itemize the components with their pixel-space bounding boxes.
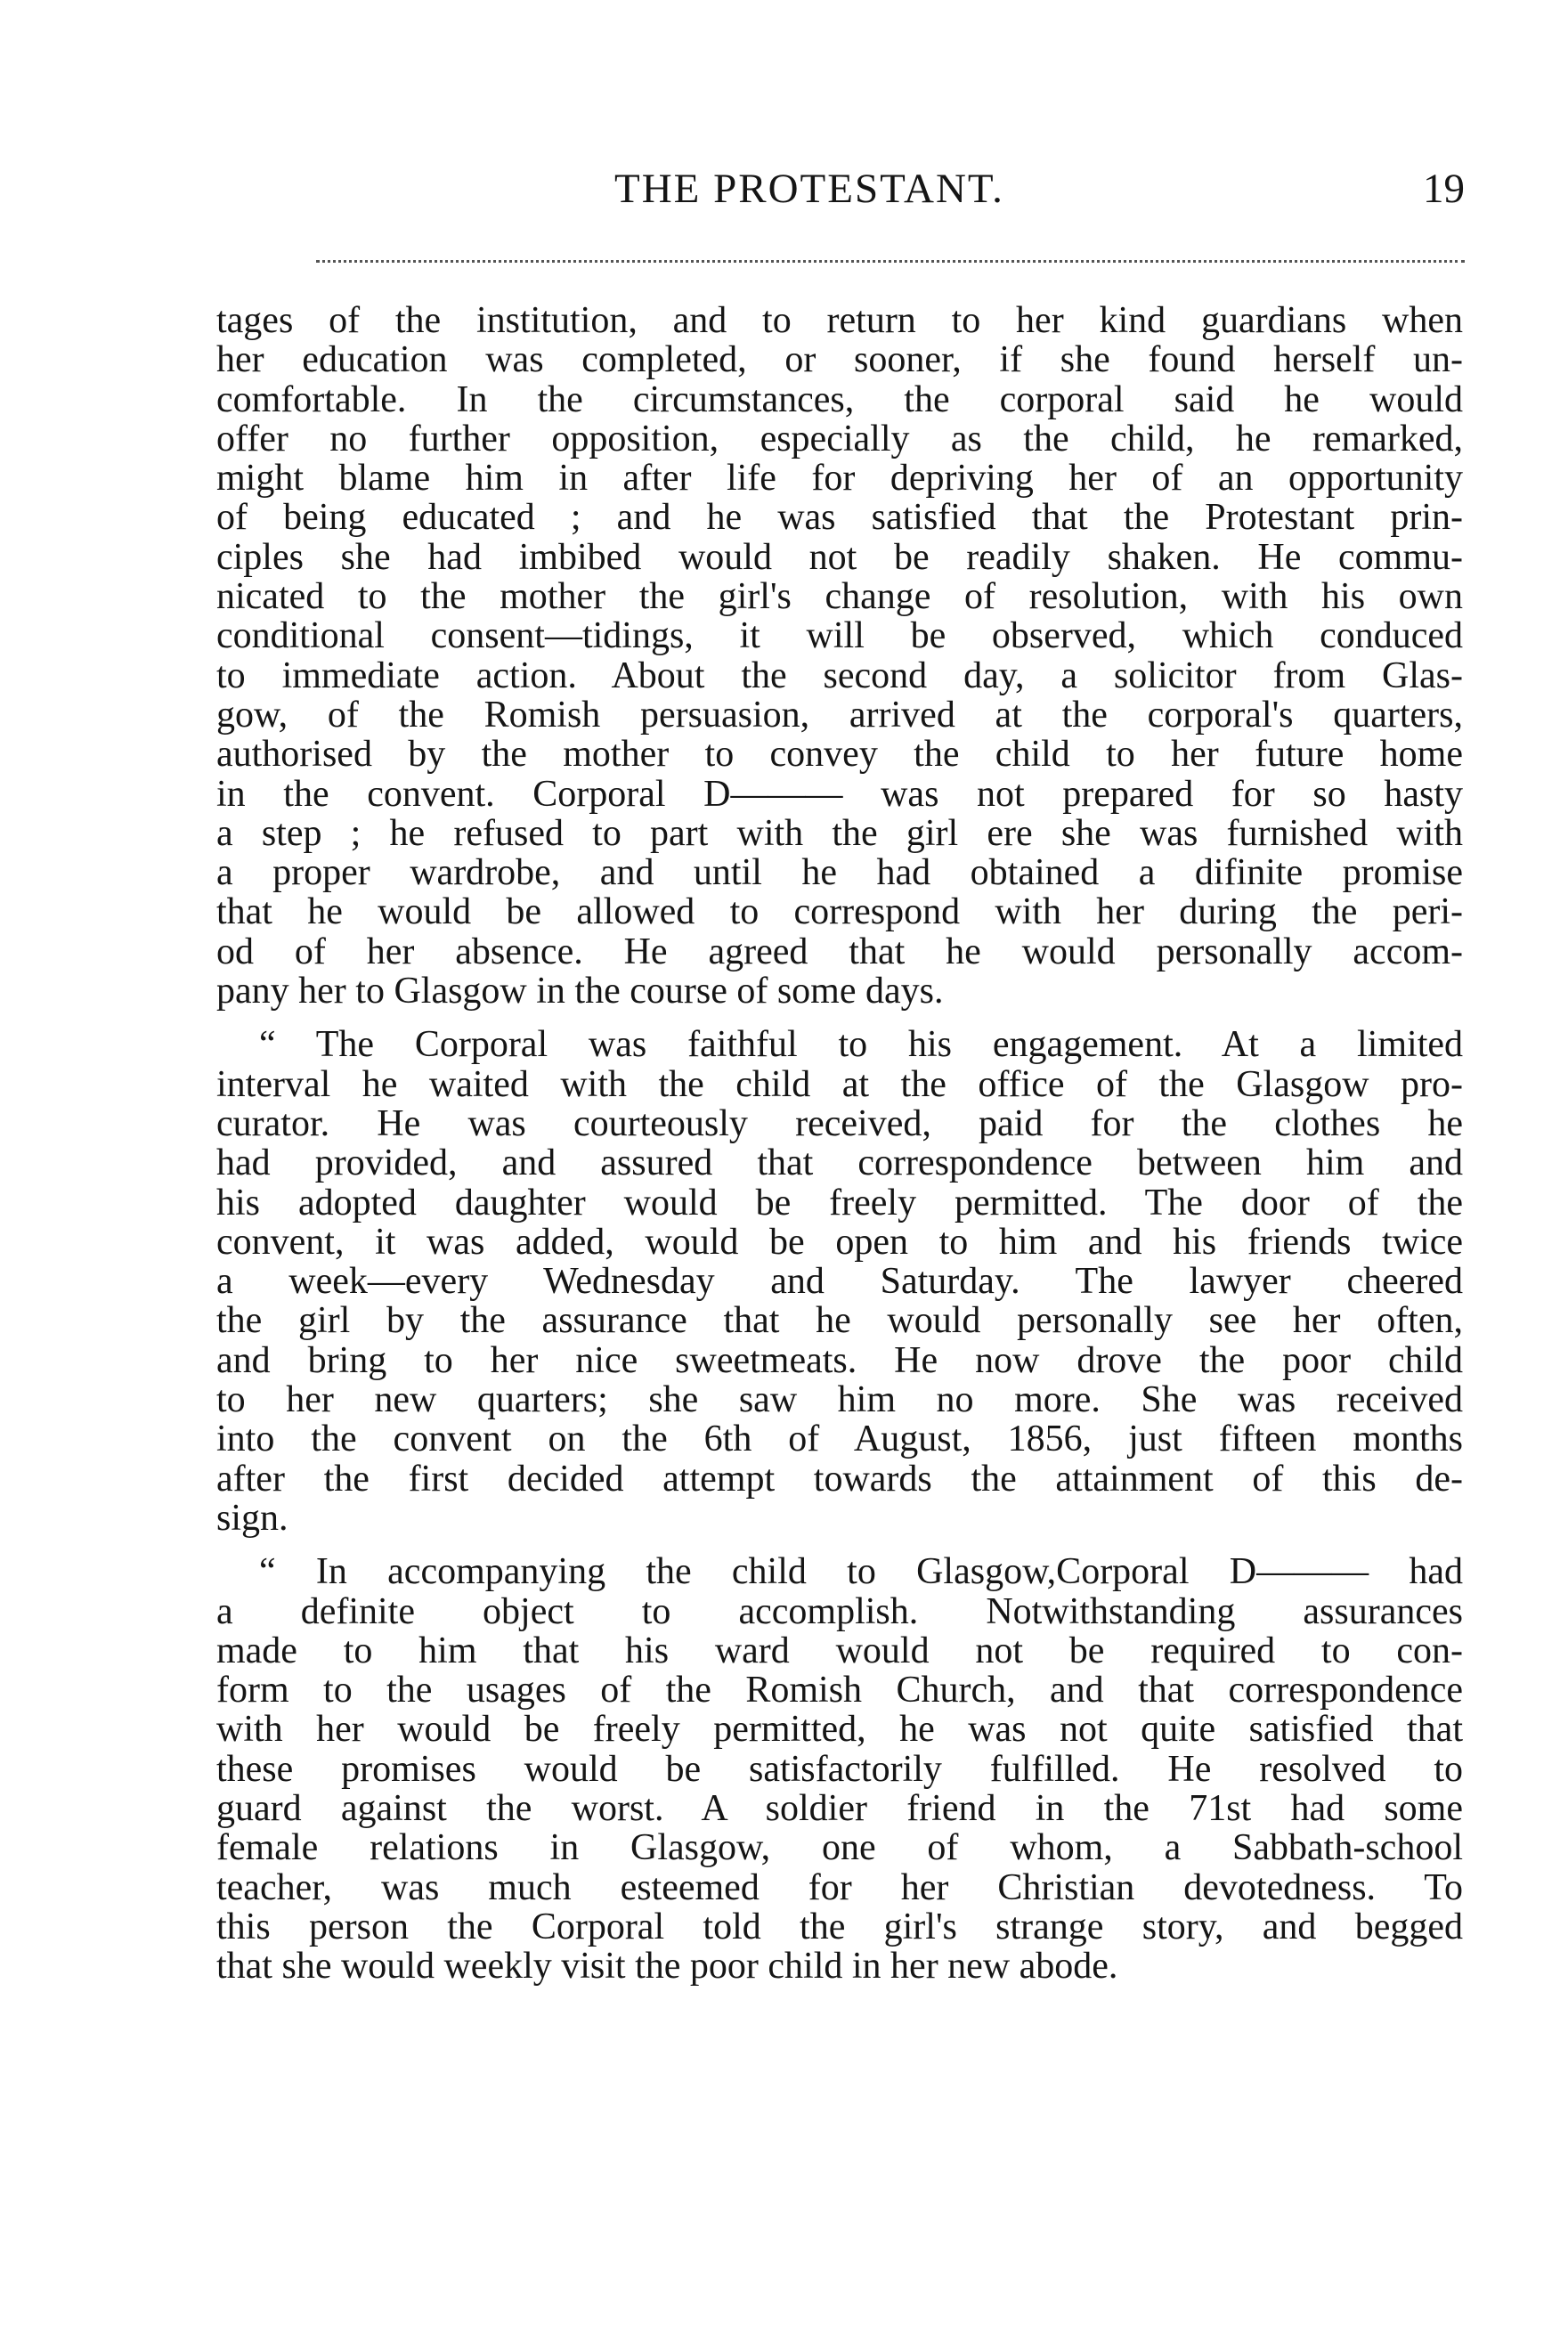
- paragraph: [216, 1552, 1463, 1986]
- text-line: a week—every Wednesday and Saturday. The lawyer cheered: [216, 1261, 1463, 1303]
- text-line: and bring to her nice sweetmeats. He now drove the poor child: [216, 1339, 1463, 1381]
- text-line: interval he waited with the child at the office of the Glasgow pro-: [216, 1063, 1463, 1105]
- text-line: comfortable. In the circumstances, the corporal said he would: [216, 378, 1463, 420]
- text-line: his adopted daughter would be freely permitted. The door of the: [216, 1182, 1463, 1223]
- paragraph: [216, 301, 1463, 1011]
- text-line: gow, of the Romish persuasion, arrived at the corporal's quarters,: [216, 694, 1463, 736]
- text-line: offer no further opposition, especially as the child, he remarked,: [216, 418, 1463, 459]
- text-line: of being educated ; and he was satisfied that the Protestant prin-: [216, 497, 1463, 539]
- text-line: curator. He was courteously received, paid for the clothes he: [216, 1102, 1463, 1144]
- text-line: this person the Corporal told the girl's strange story, and begged: [216, 1906, 1463, 1947]
- body-text: [216, 301, 1463, 1986]
- running-title: THE PROTESTANT.: [614, 166, 1004, 212]
- text-line: guard against the worst. A soldier friend in the 71st had some: [216, 1787, 1463, 1829]
- text-line: nicated to the mother the girl's change of resolution, with his own: [216, 576, 1463, 618]
- text-line: a proper wardrobe, and until he had obtained a difinite promise: [216, 852, 1463, 894]
- text-line: to immediate action. About the second day, a solicitor from Glas-: [216, 654, 1463, 696]
- page-number: 19: [1423, 166, 1465, 212]
- text-line: a definite object to accomplish. Notwithstanding assurances: [216, 1590, 1463, 1632]
- text-line: pany her to Glasgow in the course of some days.: [216, 971, 944, 1012]
- text-line: tages of the institution, and to return to her kind guardians when: [216, 300, 1463, 341]
- text-line: made to him that his ward would not be required to con-: [216, 1630, 1463, 1671]
- text-line: teacher, was much esteemed for her Christian devotedness. To: [216, 1866, 1463, 1908]
- text-line: conditional consent—tidings, it will be observed, which conduced: [216, 615, 1463, 657]
- text-line: ciples she had imbibed would not be readily shaken. He commu-: [216, 536, 1463, 578]
- text-line: od of her absence. He agreed that he would personally accom-: [216, 931, 1463, 972]
- text-line: into the convent on the 6th of August, 1856, just fifteen months: [216, 1419, 1463, 1460]
- paragraph: [216, 1025, 1463, 1538]
- text-line: form to the usages of the Romish Church, and that correspondence: [216, 1670, 1463, 1711]
- text-line: “ In accompanying the child to Glasgow,Corporal D——— had: [259, 1551, 1463, 1593]
- text-line: these promises would be satisfactorily fulfilled. He resolved to: [216, 1748, 1463, 1790]
- paragraph-gap: [216, 1538, 1463, 1552]
- text-line: with her would be freely permitted, he was not quite satisfied that: [216, 1709, 1463, 1751]
- text-line: in the convent. Corporal D——— was not prepared for so hasty: [216, 773, 1463, 815]
- text-line: female relations in Glasgow, one of whom, a Sabbath-school: [216, 1827, 1463, 1869]
- text-line: had provided, and assured that correspondence between him and: [216, 1142, 1463, 1184]
- text-line: authorised by the mother to convey the child to her future home: [216, 734, 1463, 776]
- text-line: the girl by the assurance that he would personally see her often,: [216, 1300, 1463, 1342]
- text-line: a step ; he refused to part with the girl ere she was furnished with: [216, 812, 1463, 854]
- text-line: to her new quarters; she saw him no more. She was received: [216, 1379, 1463, 1421]
- text-line: “ The Corporal was faithful to his engagement. At a limited: [259, 1024, 1463, 1066]
- text-line: that she would weekly visit the poor child in her new abode.: [216, 1946, 1118, 1988]
- text-line: sign.: [216, 1497, 288, 1539]
- page-header: [214, 165, 1465, 227]
- text-line: her education was completed, or sooner, if she found herself un-: [216, 339, 1463, 381]
- text-line: after the first decided attempt towards the attainment of this de-: [216, 1458, 1463, 1500]
- text-line: that he would be allowed to correspond with her during the peri-: [216, 891, 1463, 933]
- text-line: might blame him in after life for depriving her of an opportunity: [216, 458, 1463, 500]
- header-divider: [316, 260, 1465, 263]
- text-line: convent, it was added, would be open to him and his friends twice: [216, 1221, 1463, 1263]
- paragraph-gap: [216, 1011, 1463, 1025]
